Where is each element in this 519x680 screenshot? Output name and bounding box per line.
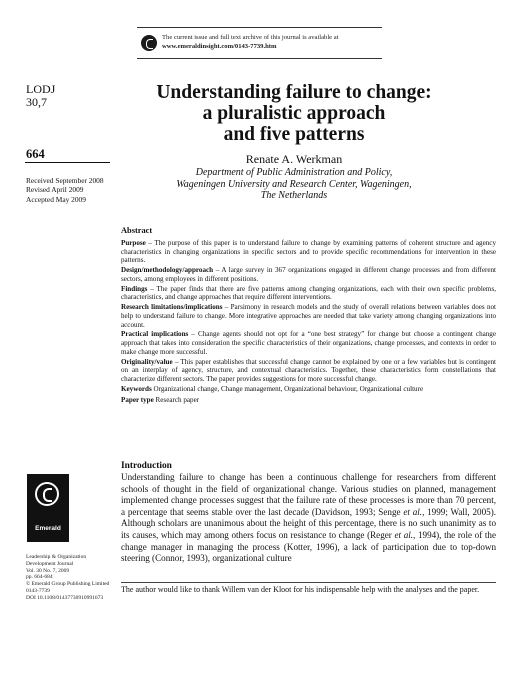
author-affiliation bbox=[110, 167, 478, 202]
citation-line: Development Journal bbox=[26, 560, 74, 567]
journal-abbrev: LODJ bbox=[26, 82, 56, 96]
citation-line: DOI 10.1108/01437730910991673 bbox=[26, 594, 104, 601]
section-label: Originality/value bbox=[121, 357, 173, 366]
abstract-keywords bbox=[121, 385, 496, 394]
introduction-section bbox=[121, 461, 496, 565]
emerald-wordmark: Emerald bbox=[35, 525, 61, 532]
affiliation-line: Wageningen University and Research Center, Wageningen, bbox=[176, 178, 412, 190]
section-label: Design/methodology/approach bbox=[121, 266, 214, 274]
journal-url-link[interactable]: www.emeraldinsight.com/0143-7739.htm bbox=[162, 43, 277, 50]
title-line: a pluralistic approach bbox=[202, 103, 386, 124]
journal-citation-info bbox=[26, 554, 121, 602]
section-text: – The purpose of this paper is to understand failure to change by examining patterns of coherent structure and agency characteristics in changing organizations in specific sectors and to provide specific recommendations for intervention in these patterns. bbox=[121, 238, 496, 265]
keywords-text: Organizational change, Change management, Organizational behaviour, Organizational culture bbox=[151, 384, 424, 393]
introduction-paragraph bbox=[121, 472, 496, 565]
sidebar-divider bbox=[25, 162, 110, 163]
abstract-findings bbox=[121, 285, 496, 303]
intro-text: , 1994), the role of the change manager in managing the process (Kotter, 1996), a lack of participation due to top-down steering (Connor, 1993), organizational culture bbox=[121, 529, 496, 564]
abstract-purpose bbox=[121, 239, 496, 265]
section-text: – Parsimony in research models and the study of overall relations between variables does not help to understand failure to change. More integrative approaches are needed that take variety among changing organizations into account. bbox=[121, 303, 497, 329]
citation-line: Vol. 30 No. 7, 2009 bbox=[26, 567, 70, 574]
banner-text bbox=[162, 33, 339, 51]
acknowledgement-footnote: The author would like to thank Willem van der Kloot for his indispensable help with the analyses and the paper. bbox=[121, 585, 480, 594]
emerald-e-icon bbox=[35, 482, 59, 506]
accepted-date: Accepted May 2009 bbox=[26, 194, 86, 204]
emerald-publisher-logo bbox=[27, 474, 69, 542]
section-label: Practical implications bbox=[121, 330, 189, 339]
section-label: Research limitations/implications bbox=[121, 303, 223, 311]
keywords-label: Keywords bbox=[121, 384, 152, 393]
introduction-heading: Introduction bbox=[121, 461, 172, 471]
journal-volume: 30,7 bbox=[26, 95, 47, 109]
abstract-design bbox=[121, 266, 496, 284]
abstract-practical bbox=[121, 330, 496, 356]
title-line: Understanding failure to change: bbox=[156, 82, 432, 103]
section-text: – Change agents should not opt for a “one best strategy” for change but choose a contingent change approach that takes into consideration the specific characteristics of their organizations, change processes, and contexts in order to make change more successful. bbox=[121, 330, 497, 356]
intro-etal: et al. bbox=[394, 529, 414, 540]
article-title bbox=[110, 82, 478, 145]
intro-etal: et al. bbox=[403, 506, 423, 517]
abstract-heading: Abstract bbox=[121, 226, 153, 235]
citation-line: pp. 664-684 bbox=[26, 574, 53, 581]
footnote-divider bbox=[121, 582, 496, 583]
intro-text: Understanding failure to change has been a continuous challenge for researchers from different schools of thought in the field of organizational change. Various studies on planned, management implemented change processes suggest that the failure rate of these processes is more than 70 percent, a percentage that seems stable over the last decade (Davidson, 1993; Senge bbox=[121, 472, 496, 517]
received-date: Received September 2008 bbox=[26, 176, 104, 185]
abstract-originality bbox=[121, 358, 496, 384]
citation-line: 0143-7739 bbox=[26, 587, 50, 594]
affiliation-line: The Netherlands bbox=[260, 190, 328, 202]
page-number: 664 bbox=[26, 147, 45, 161]
abstract-limitations bbox=[121, 303, 496, 329]
article-dates bbox=[26, 176, 104, 204]
citation-line: © Emerald Group Publishing Limited bbox=[26, 581, 110, 588]
paper-type-label: Paper type bbox=[121, 395, 154, 404]
author-name: Renate A. Werkman bbox=[245, 152, 343, 166]
section-text: – This paper establishes that successful change cannot be explained by one or a few variables but is contingent on an interplay of agency, structure, and contextual characteristics. Together, these characteristics form constellations that characterize different sectors. The paper provides suggestions for more successful change. bbox=[121, 357, 496, 383]
section-label: Findings bbox=[121, 284, 148, 293]
abstract-paper-type bbox=[121, 396, 496, 405]
citation-line: Leadership & Organization bbox=[26, 554, 87, 560]
intro-text: , 1999; Wall, 2005). Although scholars are unanimous about the height of this percentage, there is no such unanimity as to its causes, which may among others focus on resistance to change (Reger bbox=[121, 506, 496, 540]
emerald-logo-icon bbox=[141, 35, 157, 51]
section-text: – A large survey in 367 organizations engaged in different change processes and from different sectors, among employees in different positions. bbox=[121, 266, 496, 283]
affiliation-line: Department of Public Administration and Policy, bbox=[195, 167, 393, 178]
journal-access-banner bbox=[137, 27, 382, 59]
banner-line: The current issue and full text archive of this journal is available at bbox=[162, 34, 339, 41]
section-text: – The paper finds that there are five patterns among changing organizations, each with their own specific problems, characteristics, and change approaches that require different interventions. bbox=[121, 284, 496, 302]
journal-code bbox=[26, 83, 55, 109]
abstract bbox=[121, 227, 496, 405]
section-label: Purpose bbox=[121, 238, 146, 247]
title-line: and five patterns bbox=[223, 124, 365, 145]
paper-type-text: Research paper bbox=[153, 395, 200, 404]
revised-date: Revised April 2009 bbox=[26, 185, 84, 195]
